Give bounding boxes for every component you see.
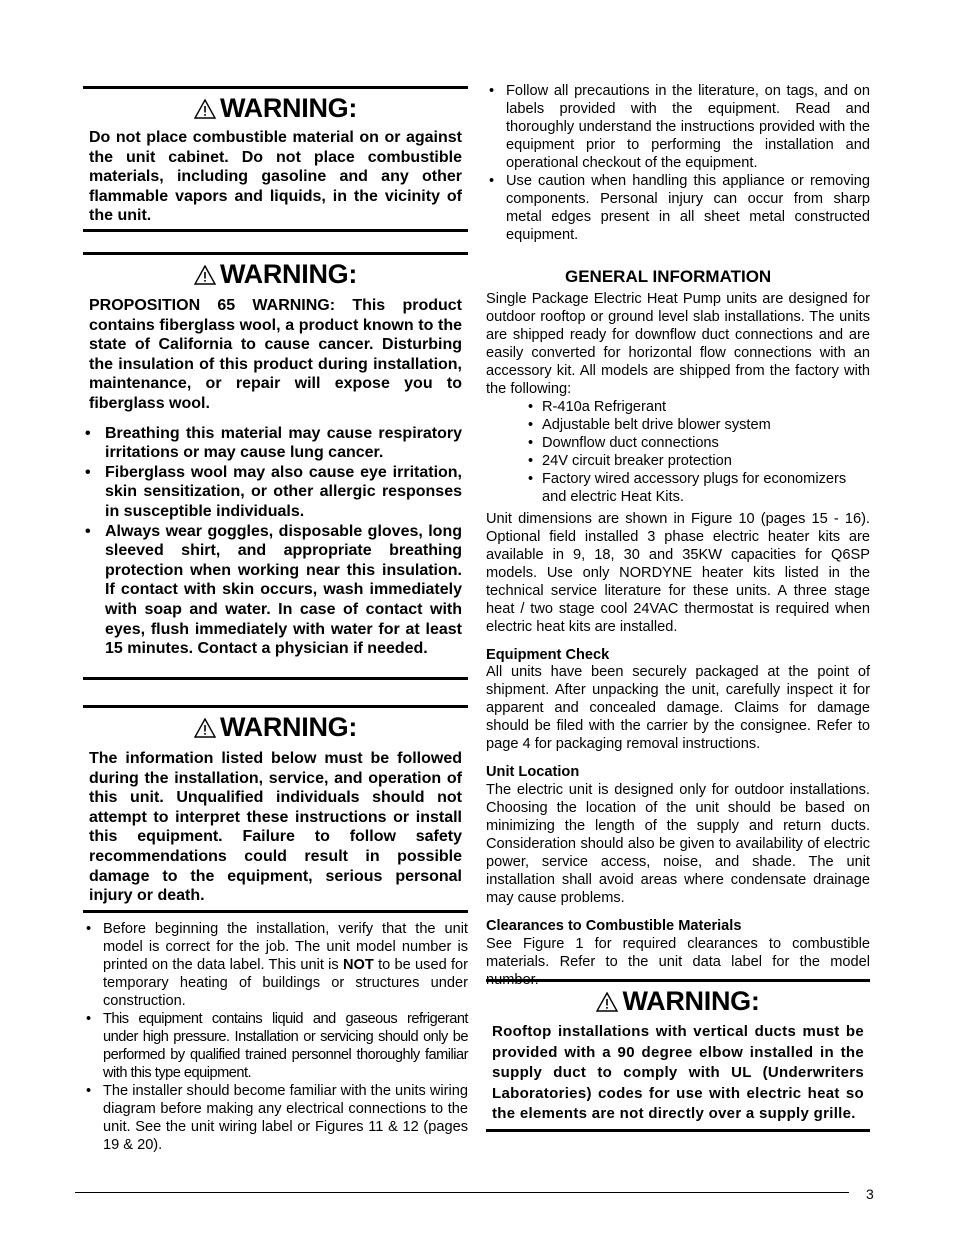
list-item: • Downflow duct connections: [486, 434, 870, 452]
subheading-clearances: Clearances to Combustible Materials: [486, 918, 742, 934]
list-item: • R-410a Refrigerant: [486, 398, 870, 416]
list-item: • Fiberglass wool may also cause eye irritation, skin sensitization, or other allergic responses in susceptible individuals.: [105, 463, 462, 522]
general-info-details: Unit dimensions are shown in Figure 10 (pages 15 - 16). Optional field installed 3 phase electric heater kits are available in 9, 18, 30 and 35KW capacities for Q6SP models. Use only NORDYNE heater kits listed in the technical service literature for these units. A three stage heat / two stage cool 24VAC thermostat is required when electric heat kits are installed.: [486, 511, 870, 635]
warning-heading: WARNING:: [83, 712, 468, 742]
warning-box-qualified-personnel: [83, 705, 468, 915]
subheading-unit-location: Unit Location: [486, 764, 580, 780]
list-item: • Breathing this material may cause respiratory irritations or may cause lung cancer.: [105, 424, 462, 463]
list-item: • Factory wired accessory plugs for economizers and electric Heat Kits.: [486, 470, 870, 506]
feature-list: [486, 398, 870, 506]
subheading-equipment-check: Equipment Check: [486, 647, 610, 663]
list-item: • This equipment contains liquid and gaseous refrigerant under high pressure. Installation or servicing should only be performed by qualified trained personnel thoroughly familiar with this type equipment.: [103, 1010, 468, 1082]
general-info-intro: Single Package Electric Heat Pump units are designed for outdoor rooftop or ground level slab installations. The units are shipped ready for downflow duct connections and are easily converted for horizontal flow connections with an accessory kit. All models are shipped from the factory with the following:: [486, 291, 870, 397]
warning-bullet-list: [83, 424, 468, 659]
warning-box-combustible: [83, 86, 468, 234]
list-item: • Before beginning the installation, verify that the unit model is correct for the job. The unit model number is printed on the data label. This unit is NOT to be used for temporary heating of buildings or structures under construction.: [103, 920, 468, 1010]
warning-box-rooftop-ducts: [486, 979, 870, 1134]
page-number: 3: [866, 1186, 874, 1202]
warning-heading: WARNING:: [83, 259, 468, 289]
list-item: • Follow all precautions in the literature, on tags, and on labels provided with the equipment. Read and thoroughly understand the instructions provided with the equipment prior to performing the installation and operational checkout of the equipment.: [506, 82, 870, 172]
footer-divider: [75, 1192, 849, 1193]
warning-box-proposition-65: [83, 252, 468, 682]
section-title-general-information: GENERAL INFORMATION: [565, 267, 772, 286]
warning-text: PROPOSITION 65 WARNING: This product contains fiberglass wool, a product known to the state of California to cause cancer. Disturbing the insulation of this product during installation, maintenance, or repair will expose you to fiberglass wool.: [89, 297, 462, 412]
clearances-text: See Figure 1 for required clearances to combustible materials. Refer to the unit data label for the model number.: [486, 936, 870, 988]
list-item: • Adjustable belt drive blower system: [486, 416, 870, 434]
installation-bullet-list: [83, 920, 468, 1154]
equipment-check-text: All units have been securely packaged at the point of shipment. After unpacking the unit, carefully inspect it for apparent and concealed damage. Claims for damage should be filed with the carrier by the consignee. Refer to page 4 for packaging removal instructions.: [486, 664, 870, 752]
warning-triangle-icon: [194, 718, 216, 738]
precaution-bullet-list: [486, 82, 870, 244]
unit-location-text: The electric unit is designed only for outdoor installations. Choosing the location of the unit should be based on minimizing the length of the supply and return ducts. Consideration should also be given to availability of electric power, service access, noise, and shade. The unit installation shall avoid areas where condensate drainage may cause problems.: [486, 782, 870, 906]
list-item: • The installer should become familiar with the units wiring diagram before making any electrical connections to the unit. See the unit wiring label or Figures 11 & 12 (pages 19 & 20).: [103, 1082, 468, 1154]
warning-triangle-icon: [194, 265, 216, 285]
warning-triangle-icon: [194, 99, 216, 119]
warning-text: Rooftop installations with vertical ducts must be provided with a 90 degree elbow installed in the supply duct to comply with UL (Underwriters Laboratories) codes for use with electric heat so the elements are not directly over a supply grille.: [492, 1023, 864, 1123]
warning-heading: WARNING:: [486, 986, 870, 1016]
list-item: • Always wear goggles, disposable gloves, long sleeved shirt, and appropriate breathing protection when working near this insulation. If contact with skin occurs, wash immediately with soap and water. In case of contact with eyes, flush immediately with water for at least 15 minutes. Contact a physician if needed.: [105, 522, 462, 659]
warning-text: Do not place combustible material on or against the unit cabinet. Do not place combustible materials, including gasoline and any other flammable vapors and liquids, in the vicinity of the unit.: [89, 129, 462, 225]
warning-heading: WARNING:: [83, 93, 468, 123]
list-item: • Use caution when handling this appliance or removing components. Personal injury can occur from sharp metal edges present in all sheet metal constructed equipment.: [506, 172, 870, 244]
warning-triangle-icon: [596, 992, 618, 1012]
list-item: • 24V circuit breaker protection: [486, 452, 870, 470]
warning-text: The information listed below must be followed during the installation, service, and operation of this unit. Unqualified individuals should not attempt to interpret these instructions or install this equipment. Failure to follow safety recommendations could result in possible damage to the equipment, serious personal injury or death.: [89, 750, 462, 905]
